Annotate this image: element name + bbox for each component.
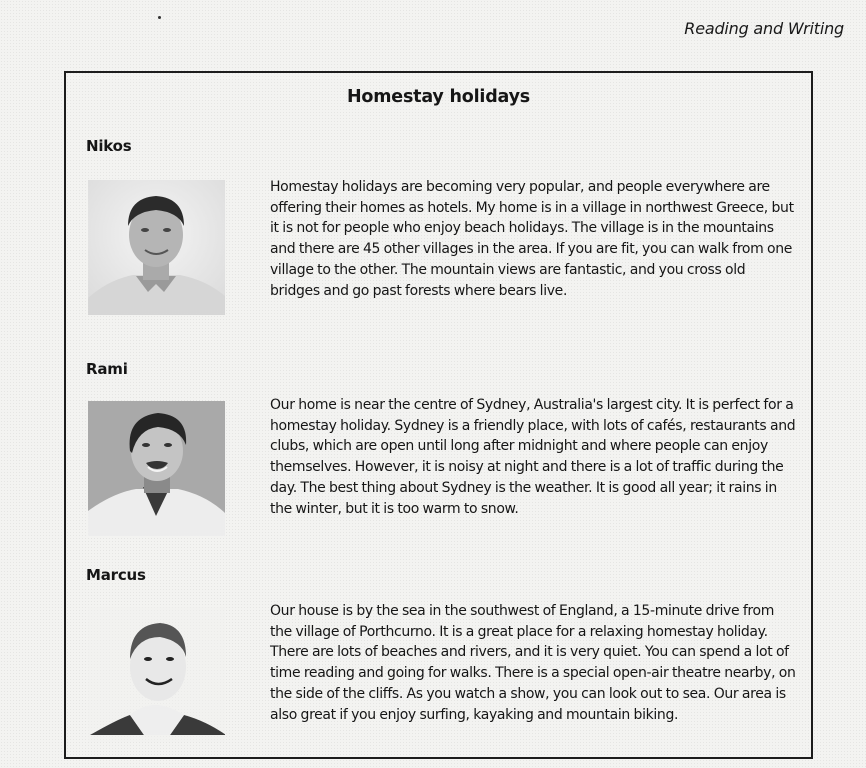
person-description: Our home is near the centre of Sydney, Australia's largest city. It is perfect for a homestay holiday. Sydney is a friendly place, with lots of cafés, restaurants and clubs, which are open until long after midnight and where people can enjoy themselves. However, it is noisy at night and there is a lot of traffic during the day. The best thing about Sydney is the weather. It is good all year; it rains in the winter, but it is too warm to snow. [270, 397, 796, 517]
section-label: Reading and Writing [684, 19, 844, 38]
person-name: Marcus [86, 566, 146, 584]
person-name: Rami [86, 360, 128, 378]
article-title: Homestay holidays [346, 87, 531, 107]
person-description: Homestay holidays are becoming very popular, and people everywhere are offering their homes as hotels. My home is in a village in northwest Greece, but it is not for people who enjoy beach holidays. The village is in the mountains and there are 45 other villages in the area. If you are fit, you can walk from one village to the other. The mountain views are fantastic, and you cross old bridges and go past forests where bears live. [270, 179, 794, 299]
portrait-rami-image [88, 401, 225, 536]
portrait-marcus-image [88, 607, 225, 742]
print-speck [158, 16, 161, 19]
portrait-nikos-image [88, 180, 225, 315]
person-description: Our house is by the sea in the southwest of England, a 15-minute drive from the village of Porthcurno. It is a great place for a relaxing homestay holiday. There are lots of beaches and rivers, and it is very quiet. You can spend a lot of time reading and going for walks. There is a special open-air theatre nearby, on the side of the cliffs. As you watch a show, you can look out to sea. Our area is also great if you enjoy surfing, kayaking and mountain biking. [270, 603, 796, 723]
person-name: Nikos [86, 137, 132, 155]
article-box [64, 71, 813, 759]
